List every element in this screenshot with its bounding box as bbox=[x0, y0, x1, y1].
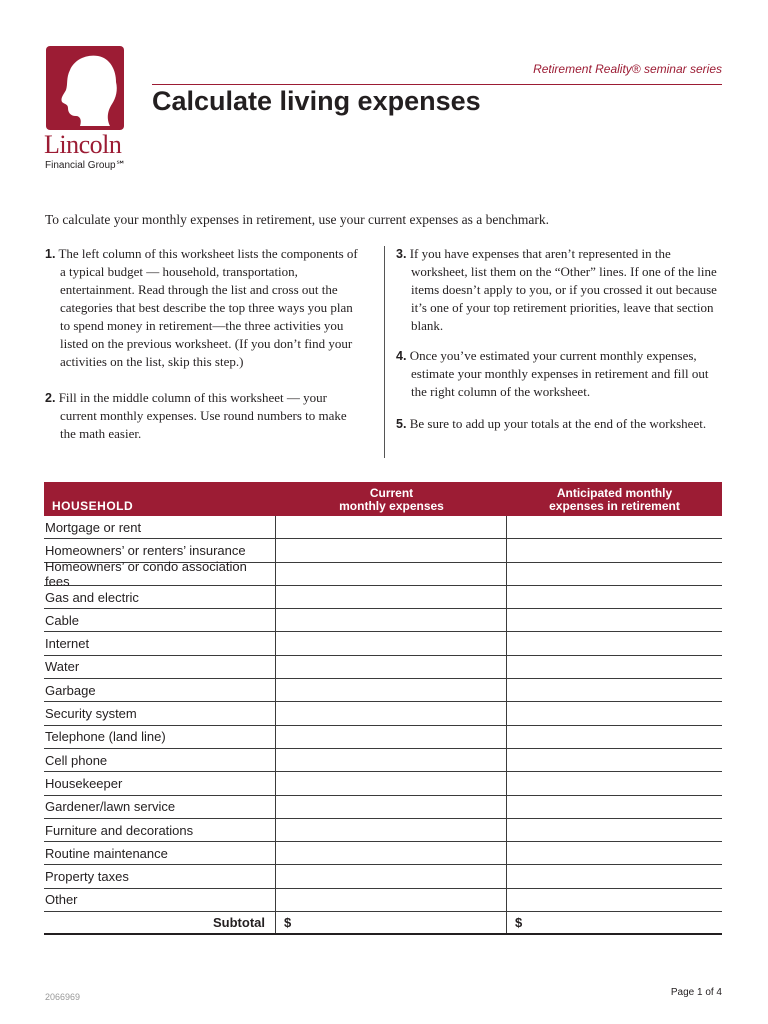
retirement-expense-cell[interactable] bbox=[507, 609, 722, 631]
row-label: Furniture and decorations bbox=[44, 819, 276, 841]
step-3-number: 3. bbox=[396, 247, 407, 261]
retirement-expense-cell[interactable] bbox=[507, 749, 722, 771]
step-4 bbox=[396, 347, 726, 401]
step-5-text: Be sure to add up your totals at the end of the worksheet. bbox=[409, 416, 707, 431]
table-header bbox=[44, 482, 722, 516]
table-row bbox=[44, 819, 722, 842]
retirement-expense-cell[interactable] bbox=[507, 656, 722, 678]
table-row bbox=[44, 702, 722, 725]
table-row bbox=[44, 632, 722, 655]
subtotal-row bbox=[44, 912, 722, 935]
current-header-line2: monthly expenses bbox=[339, 499, 444, 513]
current-expense-cell[interactable] bbox=[276, 889, 507, 911]
step-2-text: Fill in the middle column of this worksheet — your current monthly expenses. Use round numbers to make the math easier. bbox=[58, 390, 347, 441]
step-1 bbox=[45, 245, 365, 371]
subtotal-label: Subtotal bbox=[44, 912, 276, 933]
brand-name: Lincoln bbox=[44, 130, 122, 159]
row-label: Cell phone bbox=[44, 749, 276, 771]
retirement-expense-cell[interactable] bbox=[507, 539, 722, 561]
row-label: Gardener/lawn service bbox=[44, 796, 276, 818]
row-label: Garbage bbox=[44, 679, 276, 701]
table-row bbox=[44, 865, 722, 888]
header-divider bbox=[152, 84, 722, 85]
subtotal-current[interactable]: $ bbox=[276, 912, 507, 933]
step-4-text: Once you’ve estimated your current monthly expenses, estimate your monthly expenses in retirement and fill out the right column of the worksheet. bbox=[409, 348, 709, 399]
lincoln-logo-mark bbox=[46, 46, 124, 130]
row-label: Mortgage or rent bbox=[44, 516, 276, 538]
seminar-series: Retirement Reality® seminar series bbox=[533, 62, 722, 76]
row-label: Cable bbox=[44, 609, 276, 631]
retirement-expense-cell[interactable] bbox=[507, 819, 722, 841]
household-header: HOUSEHOLD bbox=[52, 499, 134, 513]
table-row bbox=[44, 842, 722, 865]
retirement-expense-cell[interactable] bbox=[507, 772, 722, 794]
row-label: Other bbox=[44, 889, 276, 911]
current-expense-cell[interactable] bbox=[276, 586, 507, 608]
page-title: Calculate living expenses bbox=[152, 86, 481, 116]
table-row bbox=[44, 609, 722, 632]
current-expense-cell[interactable] bbox=[276, 609, 507, 631]
current-expenses-header bbox=[276, 482, 507, 516]
steps-left-column bbox=[45, 245, 365, 443]
current-expense-cell[interactable] bbox=[276, 539, 507, 561]
table-row bbox=[44, 586, 722, 609]
step-1-text: The left column of this worksheet lists the components of a typical budget — household, transportation, entertainment. Read through the list and cross out the categories that best describe the top three ways you plan to spend money in retirement—the three activities you listed on the previous worksheet. (If you don’t find your activities on the list, skip this step.) bbox=[58, 246, 358, 369]
row-label: Homeowners’ or renters’ insurance bbox=[44, 539, 276, 561]
retirement-expense-cell[interactable] bbox=[507, 516, 722, 538]
retirement-expense-cell[interactable] bbox=[507, 796, 722, 818]
current-expense-cell[interactable] bbox=[276, 516, 507, 538]
step-1-number: 1. bbox=[45, 247, 56, 261]
row-label: Water bbox=[44, 656, 276, 678]
retirement-expense-cell[interactable] bbox=[507, 865, 722, 887]
row-label: Security system bbox=[44, 702, 276, 724]
step-3-text: If you have expenses that aren’t represented in the worksheet, list them on the “Other” lines. If one of the line items doesn’t apply to you, or if you crossed it out because it’s one of your top retirement priorities, leave that section blank. bbox=[409, 246, 717, 333]
current-expense-cell[interactable] bbox=[276, 632, 507, 654]
table-row bbox=[44, 772, 722, 795]
subtotal-retirement[interactable]: $ bbox=[515, 915, 523, 931]
row-label: Routine maintenance bbox=[44, 842, 276, 864]
row-label: Property taxes bbox=[44, 865, 276, 887]
step-5-number: 5. bbox=[396, 417, 407, 431]
current-header-line1: Current bbox=[369, 486, 414, 500]
retirement-expense-cell[interactable] bbox=[507, 586, 722, 608]
table-row bbox=[44, 796, 722, 819]
table-row bbox=[44, 749, 722, 772]
table-row bbox=[44, 726, 722, 749]
row-label: Internet bbox=[44, 632, 276, 654]
brand-group: Financial Group℠ bbox=[45, 160, 126, 171]
row-label: Gas and electric bbox=[44, 586, 276, 608]
retire-header-line2: expenses in retirement bbox=[549, 499, 680, 513]
column-divider bbox=[384, 246, 385, 458]
retirement-expense-cell[interactable] bbox=[507, 679, 722, 701]
current-expense-cell[interactable] bbox=[276, 656, 507, 678]
current-expense-cell[interactable] bbox=[276, 796, 507, 818]
current-expense-cell[interactable] bbox=[276, 819, 507, 841]
retirement-expense-cell[interactable] bbox=[507, 842, 722, 864]
retirement-expense-cell[interactable] bbox=[507, 563, 722, 585]
step-2 bbox=[45, 389, 365, 443]
retirement-expense-cell[interactable] bbox=[507, 702, 722, 724]
retirement-expenses-header bbox=[507, 482, 722, 516]
step-2-number: 2. bbox=[45, 391, 56, 405]
current-expense-cell[interactable] bbox=[276, 865, 507, 887]
expense-rows bbox=[44, 516, 722, 912]
retirement-expense-cell[interactable] bbox=[507, 889, 722, 911]
row-label: Housekeeper bbox=[44, 772, 276, 794]
table-row bbox=[44, 558, 722, 589]
page-number: Page 1 of 4 bbox=[670, 987, 722, 998]
document-number: 2066969 bbox=[45, 992, 81, 1002]
retire-header-line1: Anticipated monthly bbox=[556, 486, 673, 500]
current-expense-cell[interactable] bbox=[276, 726, 507, 748]
current-expense-cell[interactable] bbox=[276, 842, 507, 864]
step-4-number: 4. bbox=[396, 349, 407, 363]
row-label: Telephone (land line) bbox=[44, 726, 276, 748]
household-expense-table bbox=[44, 482, 722, 935]
retirement-expense-cell[interactable] bbox=[507, 632, 722, 654]
table-row bbox=[44, 516, 722, 539]
step-3 bbox=[396, 245, 726, 335]
row-label: Homeowners’ or condo association fees bbox=[44, 563, 276, 585]
current-expense-cell[interactable] bbox=[276, 563, 507, 585]
current-expense-cell[interactable] bbox=[276, 749, 507, 771]
retirement-expense-cell[interactable] bbox=[507, 726, 722, 748]
table-row bbox=[44, 889, 722, 912]
table-row bbox=[44, 656, 722, 679]
current-expense-cell[interactable] bbox=[276, 772, 507, 794]
current-expense-cell[interactable] bbox=[276, 679, 507, 701]
table-row bbox=[44, 679, 722, 702]
intro-text: To calculate your monthly expenses in retirement, use your current expenses as a benchmark. bbox=[45, 212, 550, 227]
steps-right-column bbox=[396, 245, 726, 433]
step-5 bbox=[396, 415, 726, 433]
lincoln-profile-icon bbox=[46, 46, 124, 130]
current-expense-cell[interactable] bbox=[276, 702, 507, 724]
